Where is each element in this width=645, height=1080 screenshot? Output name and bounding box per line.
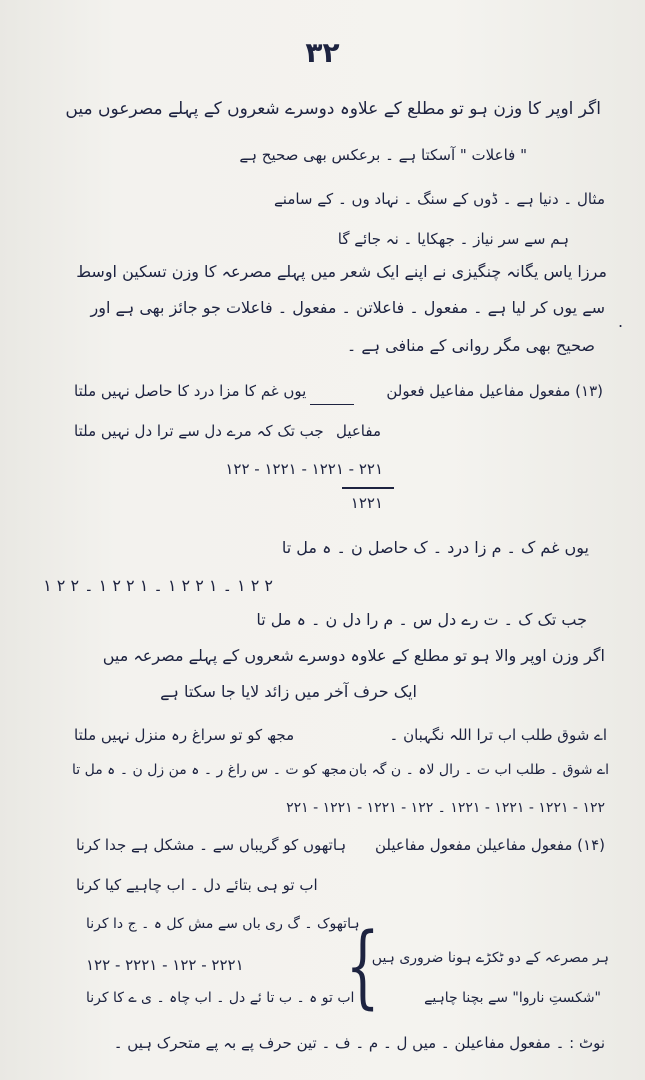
syllables-13-a: یوں غم ک ۔ م زا درد ۔ ک حاصل ن ۔ ہ مل تا <box>281 538 589 557</box>
underline-faulun <box>310 404 354 405</box>
text-line-15: اگر وزن اوپر والا ہو تو مطلع کے علاوہ دوسرے شعروں کے پہلے مصرعہ میں <box>102 646 605 665</box>
verse-13-line-2: جب تک کہ مرے دل سے ترا دل نہیں ملتا <box>74 422 324 440</box>
note-line-2: "شکستِ ناروا" سے بچنا چاہیے <box>424 990 601 1006</box>
text-line-4: ہم سے سر نیاز ۔ جھکایا ۔ نہ جائے گا <box>337 230 569 248</box>
verse-14-line-2: اب تو ہی بتائے دل ۔ اب چاہیے کیا کرنا <box>76 876 318 894</box>
meter-13: (۱۳) مفعول مفاعیل مفاعیل فعولن <box>386 382 603 400</box>
syllables-ex-b: مجھ کو ت ۔ س راغ ر ۔ ہ من زل ن ۔ ہ مل تا <box>72 762 347 778</box>
text-line-16: ایک حرف آخر میں زائد لایا جا سکتا ہے <box>160 682 417 701</box>
note-line-1: ہر مصرعہ کے دو ٹکڑے ہونا ضروری ہیں ۔ <box>359 950 609 966</box>
syllables-13-b: جب تک ک ۔ ت رے دل س ۔ م را دل ن ۔ ہ مل تا <box>256 610 587 629</box>
syllables-14-b: اب تو ہ ۔ ب تا ئے دل ۔ اب چاہ ۔ ی ے کا کرنا <box>86 990 355 1006</box>
footnote: نوٹ : ۔ مفعول مفاعیلن ۔ میں ل ۔ م ۔ ف ۔ تین حرف پے بہ پے متحرک ہیں ۔ <box>113 1034 605 1052</box>
digits-13: ۲ ۲ ۱ ۔ ۱ ۲ ۲ ۱ ۔ ۱ ۲ ۲ ۱ ۔ ۲ ۲ ۱ <box>43 576 273 595</box>
text-line-1: اگر اوپر کا وزن ہو تو مطلع کے علاوہ دوسرے شعروں کے پہلے مصرعوں میں <box>65 99 601 119</box>
meter-13-line-2: مفاعیل <box>335 422 381 440</box>
scansion-13-b: ۱۲۲۱ <box>350 494 383 512</box>
verse-14-line-1: ہاتھوں کو گریباں سے ۔ مشکل ہے جدا کرنا <box>76 836 347 854</box>
verse-ex-a: اے شوق طلب اب ترا اللہ نگہبان ۔ <box>389 726 607 744</box>
verse-13-line-1: یوں غم کا مزا درد کا حاصل نہیں ملتا <box>74 382 307 400</box>
syllables-14-a: ہاتھوک ۔ گ ری باں سے مش کل ہ ۔ ج دا کرنا <box>86 916 360 932</box>
meter-14: (۱۴) مفعول مفاعیلن مفعول مفاعیلن <box>374 836 605 854</box>
scansion-ex: ۱۲۲ - ۱۲۲۱ - ۱۲۲۱ - ۱۲۲۱ ۔ ۱۲۲ - ۱۲۲۱ - ۱۲۲۱ - ۲۲۱ <box>286 800 605 816</box>
page-number: ۳۲ <box>305 36 340 69</box>
text-line-2: " فاعلات " آسکتا ہے ۔ برعکس بھی صحیح ہے <box>239 146 527 164</box>
syllables-ex-a: اے شوق ۔ طلب اب ت ۔ رال لاہ ۔ ن گہ بان <box>348 762 609 778</box>
verse-ex-b: مجھ کو تو سراغ رہ منزل نہیں ملتا <box>74 726 295 744</box>
margin-mark: . <box>618 312 624 331</box>
scansion-13: ۱۲۲ - ۱۲۲۱ - ۱۲۲۱ - ۲۲۱ <box>225 460 383 478</box>
digits-14: ۱۲۲ - ۲۲۲۱ - ۱۲۲ - ۲۲۲۱ <box>86 956 244 974</box>
text-line-5: مرزا یاس یگانہ چنگیزی نے اپنے ایک شعر میں پہلے مصرعہ کا وزن تسکین اوسط <box>76 262 607 281</box>
fraction-rule <box>342 487 394 489</box>
curly-brace: { <box>345 914 380 1019</box>
text-line-6: سے یوں کر لیا ہے ۔ مفعول ۔ فاعلاتن ۔ مفعول ۔ فاعلات جو جائز بھی ہے اور <box>90 298 605 317</box>
text-line-3: مثال ۔ دنیا ہے ۔ ڈوں کے سنگ ۔ نہاد وں ۔ کے سامنے <box>274 190 605 208</box>
text-line-7: صحیح بھی مگر روانی کے منافی ہے ۔ <box>346 336 595 355</box>
